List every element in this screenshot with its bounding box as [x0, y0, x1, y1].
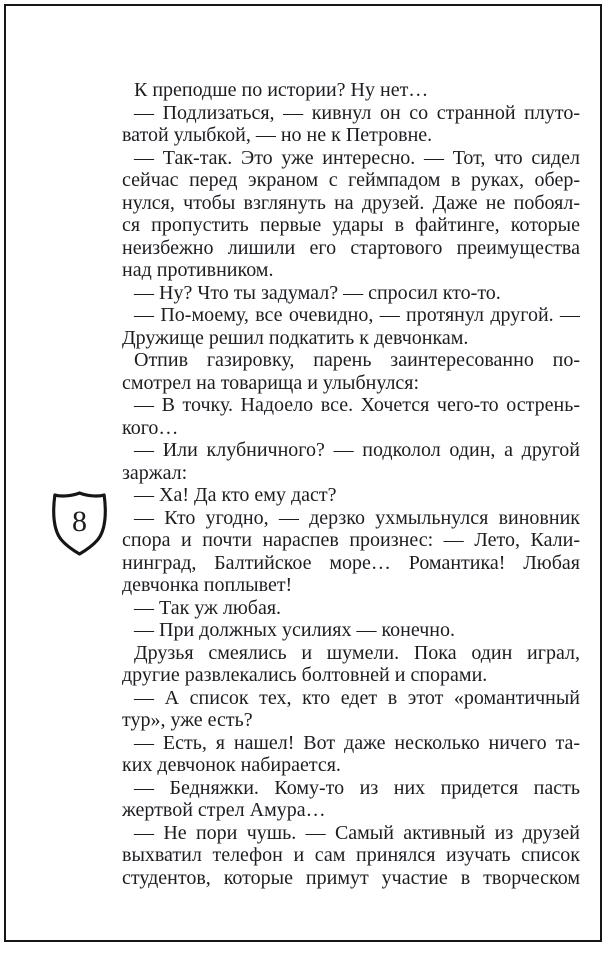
text-line: — Кто угодно, — дерзко ухмыльнулся виновник: [134, 506, 580, 529]
text-line: Отпив газировку, парень заинтересованно по-: [134, 349, 580, 371]
text-line: — Или клубничного? — подколол один, а другой: [134, 439, 580, 461]
text-line: сейчас перед экраном с геймпадом в руках, обер-: [122, 169, 580, 191]
text-line: ких девчонок набирается.: [122, 754, 341, 776]
text-line: — Ха! Да кто ему даст?: [134, 484, 337, 506]
text-line: — Ну? Что ты задумал? — спросил кто-то.: [134, 281, 501, 304]
text-line: жертвой стрел Амура…: [122, 799, 326, 821]
text-line: — Так уж любая.: [134, 596, 282, 619]
text-line: спора и почти нараспев произнес: — Лето, Кали-: [122, 529, 580, 551]
text-line: девчонка поплывет!: [122, 574, 293, 596]
text-line: Друзья смеялись и шумели. Пока один играл,: [134, 641, 580, 664]
text-line: — Так-так. Это уже интересно. — Тот, что сидел: [134, 146, 580, 169]
text-line: К преподше по истории? Ну нет…: [134, 79, 429, 101]
text-line: — Бедняжки. Кому-то из них придется пасть: [134, 776, 580, 799]
text-line: кого…: [122, 416, 179, 439]
text-line: смотрел на товарища и улыбнулся:: [122, 371, 420, 394]
page-number-badge: [48, 489, 111, 558]
text-line: — Подлизаться, — кивнул он со странной плуто-: [134, 101, 580, 124]
text-block: [122, 79, 580, 889]
text-line: другие развлекались болтовней и спорами.: [122, 664, 488, 686]
text-line: нулся, чтобы взглянуть на друзей. Даже не побоял-: [122, 191, 580, 214]
text-line: — А список тех, кто едет в этот «романтичный: [134, 686, 580, 709]
text-line: — В точку. Надоело все. Хочется чего-то острень-: [134, 394, 580, 416]
text-line: студентов, которые примут участие в творческом: [122, 866, 580, 889]
text-line: ся пропустить первые удары в файтинге, которые: [122, 214, 580, 236]
text-line: заржал:: [122, 461, 188, 484]
text-line: — Есть, я нашел! Вот даже несколько ничего та-: [134, 731, 580, 754]
text-line: — По-моему, все очевидно, — протянул другой. —: [134, 304, 580, 326]
text-line: неизбежно лишили его стартового преимущества: [122, 236, 580, 259]
text-line: ватой улыбкой, — но не к Петровне.: [122, 124, 433, 146]
text-line: — При должных усилиях — конечно.: [134, 619, 456, 641]
text-line: тур», уже есть?: [122, 709, 253, 731]
text-line: над противником.: [122, 259, 274, 281]
text-line: — Не пори чушь. — Самый активный из друзей: [134, 821, 580, 844]
text-line: нинград, Балтийское море… Романтика! Любая: [122, 551, 580, 574]
text-line: Дружище решил подкатить к девчонкам.: [122, 326, 469, 349]
page-number: 8: [72, 504, 87, 538]
text-line: выхватил телефон и сам принялся изучать список: [122, 844, 580, 866]
